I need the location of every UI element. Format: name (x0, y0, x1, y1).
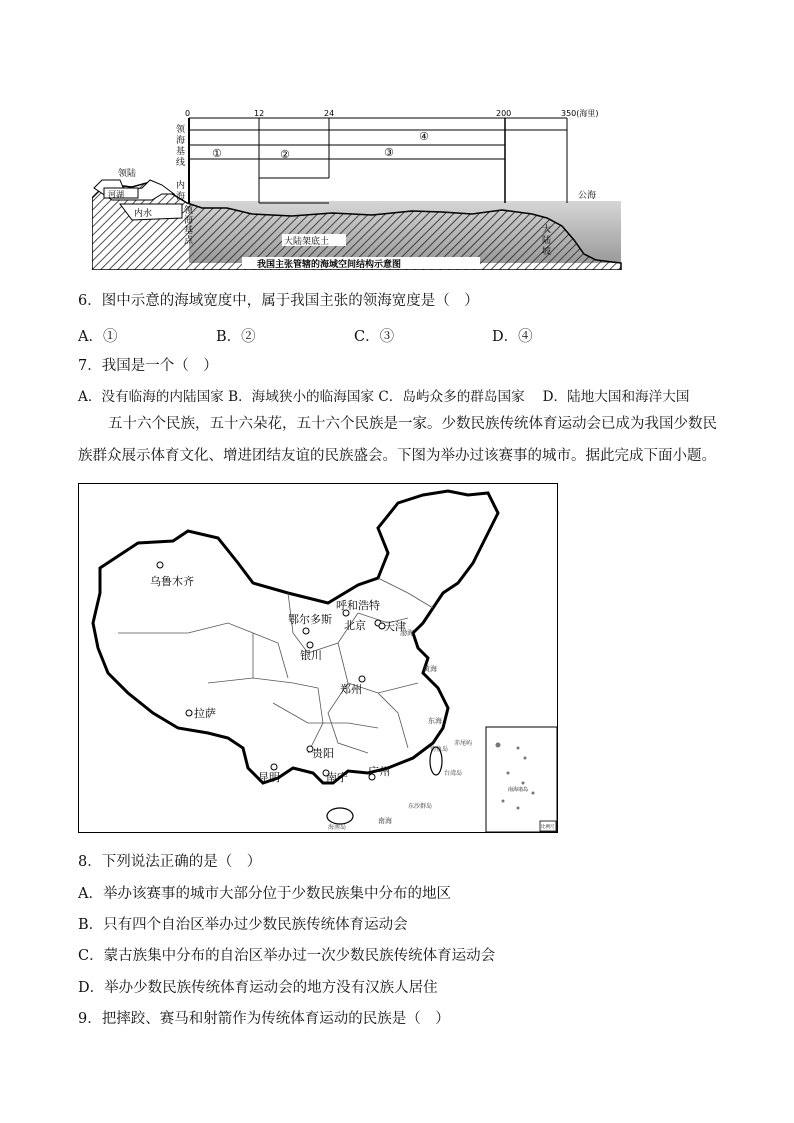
svg-text:领: 领 (176, 125, 186, 135)
city-urumqi: 乌鲁木齐 (150, 575, 194, 588)
city-zhengzhou: 郑州 (340, 683, 362, 696)
svg-text:渤海: 渤海 (400, 629, 414, 637)
inner-water-label: 内水 (134, 209, 153, 219)
hainan-shape (327, 808, 353, 824)
q8-stem: 8．下列说法正确的是（ ） (78, 854, 262, 870)
high-seas-label: 公海 (578, 191, 597, 201)
q7-stem: 7．我国是一个（ ） (78, 358, 218, 374)
zone-4: ④ (419, 130, 429, 143)
baseline-label (176, 123, 186, 168)
zone-2: ② (280, 148, 290, 161)
city-guangzhou: 广州 (368, 765, 390, 778)
city-ordos: 鄂尔多斯 (288, 613, 332, 626)
city-hohhot: 呼和浩特 (336, 599, 380, 612)
svg-text:内: 内 (176, 181, 186, 191)
south-sea-inset (486, 727, 557, 832)
svg-text:赤尾屿: 赤尾屿 (454, 740, 473, 747)
city-guiyang: 贵阳 (312, 747, 334, 760)
inset-title: 南海诸岛 (508, 787, 529, 793)
passage: 五十六个民族，五十六朵花，五十六个民族是一家。少数民族传统体育运动会已成为我国少数民族群众展示体育文化、增进团结友谊的民族盛会。下图为举办过该赛事的城市。据此完成下面小题。 (78, 416, 717, 464)
svg-text:海: 海 (176, 136, 186, 146)
svg-text:南海: 南海 (378, 817, 392, 825)
zone-3: ③ (384, 146, 394, 159)
svg-text:基: 基 (176, 147, 186, 157)
tick-12: 12 (254, 109, 265, 118)
city-lhasa: 拉萨 (194, 707, 216, 720)
svg-text:钓鱼岛: 钓鱼岛 (430, 746, 449, 753)
svg-text:陆: 陆 (542, 236, 552, 246)
svg-text:海南岛: 海南岛 (328, 824, 347, 831)
q6-option-a[interactable]: A．① (78, 329, 118, 345)
q6-stem: 6．图中示意的海域宽度中，属于我国主张的领海宽度是（ ） (78, 293, 479, 309)
city-nanning: 南宁 (326, 771, 348, 784)
svg-text:海: 海 (184, 216, 194, 226)
svg-text:东海: 东海 (428, 717, 442, 725)
svg-text:领: 领 (184, 206, 194, 216)
slope-label (542, 223, 551, 257)
q8-option-d[interactable]: D．举办少数民族传统体育运动会的地方没有汉族人居住 (78, 980, 438, 996)
svg-text:线: 线 (176, 158, 186, 168)
q8-option-c[interactable]: C．蒙古族集中分布的自治区举办过一次少数民族传统体育运动会 (78, 948, 496, 964)
inset-scale: 比例尺 (541, 825, 555, 830)
basepoint-label (184, 204, 194, 246)
tick-350: 350(海里) (561, 109, 599, 118)
q7-options[interactable]: A．没有临海的内陆国家 B．海域狭小的临海国家 C．岛屿众多的群岛国家 D．陆地大国和海洋大国 (78, 389, 690, 405)
tick-24: 24 (324, 109, 335, 118)
tick-0: 0 (185, 109, 191, 118)
q6-option-d[interactable]: D．④ (492, 329, 533, 345)
q6-option-b[interactable]: B．② (216, 329, 256, 345)
svg-text:点: 点 (184, 236, 194, 246)
river-label: 河湖 (108, 190, 124, 199)
q6-option-c[interactable]: C．③ (354, 329, 395, 345)
svg-text:东沙群岛: 东沙群岛 (408, 803, 433, 810)
land-label: 领陆 (118, 169, 137, 179)
inland-sea-label (176, 179, 185, 202)
q9-stem: 9．把摔跤、赛马和射箭作为传统体育运动的民族是（ ） (78, 1011, 450, 1027)
city-kunming: 昆明 (258, 771, 280, 784)
q8-option-a[interactable]: A．举办该赛事的城市大部分位于少数民族集中分布的地区 (78, 886, 451, 902)
city-beijing: 北京 (344, 619, 366, 632)
svg-text:海: 海 (176, 192, 186, 202)
china-map (78, 483, 558, 833)
zone-1: ① (212, 147, 222, 160)
city-tianjin: 天津 (384, 620, 406, 633)
sea-zone-diagram (92, 108, 622, 270)
svg-text:大: 大 (542, 225, 552, 235)
tick-200: 200 (496, 109, 512, 118)
svg-text:基: 基 (184, 226, 194, 236)
diagram-caption: 我国主张管辖的海域空间结构示意图 (257, 260, 402, 270)
svg-text:黄海: 黄海 (423, 665, 437, 673)
q8-option-b[interactable]: B．只有四个自治区举办过少数民族传统体育运动会 (78, 917, 408, 933)
svg-text:台湾岛: 台湾岛 (444, 770, 463, 777)
shelf-label: 大陆架底土 (284, 237, 330, 247)
svg-text:坡: 坡 (542, 247, 552, 257)
city-yinchuan: 银川 (300, 649, 322, 662)
